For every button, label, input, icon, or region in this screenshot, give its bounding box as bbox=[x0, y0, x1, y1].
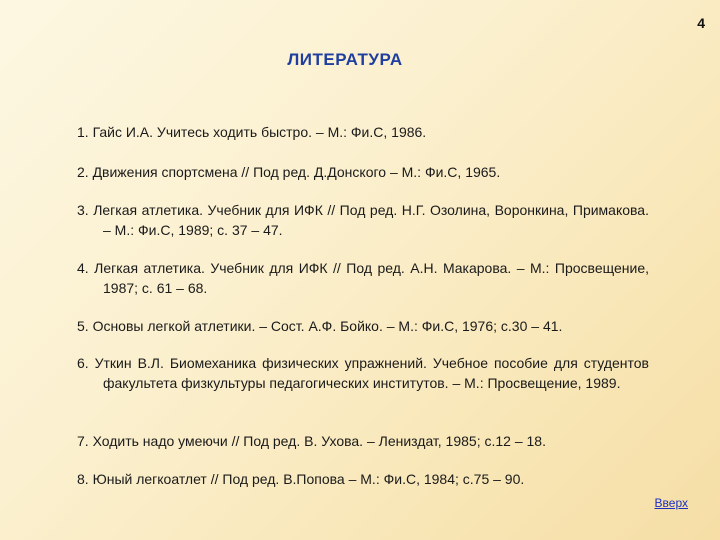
reference-item: 8. Юный легкоатлет // Под ред. В.Попова – М.: Фи.С, 1984; с.75 – 90. bbox=[77, 471, 525, 487]
back-to-top-link[interactable]: Вверх bbox=[654, 496, 688, 510]
reference-item: 1. Гайс И.А. Учитесь ходить быстро. – М.: Фи.С, 1986. bbox=[77, 124, 427, 140]
reference-item: 6. Уткин В.Л. Биомеханика физических упражнений. Учебное пособие для студентов факультета физкультуры педагогических институтов. – М.: Просвещение, 1989. bbox=[77, 355, 649, 391]
reference-item: 3. Легкая атлетика. Учебник для ИФК // Под ред. Н.Г. Озолина, Воронкина, Примакова. – М.: Фи.С, 1989; с. 37 – 47. bbox=[77, 202, 649, 238]
reference-item: 4. Легкая атлетика. Учебник для ИФК // Под ред. А.Н. Макарова. – М.: Просвещение, 1987; с. 61 – 68. bbox=[77, 260, 649, 296]
reference-item: 2. Движения спортсмена // Под ред. Д.Донского – М.: Фи.С, 1965. bbox=[77, 164, 501, 180]
page-title: ЛИТЕРАТУРА bbox=[287, 50, 403, 69]
reference-item: 5. Основы легкой атлетики. – Сост. А.Ф. Бойко. – М.: Фи.С, 1976; с.30 – 41. bbox=[77, 318, 563, 334]
reference-item: 7. Ходить надо умеючи // Под ред. В. Ухова. – Лениздат, 1985; с.12 – 18. bbox=[77, 433, 546, 449]
page-number: 4 bbox=[697, 15, 705, 31]
